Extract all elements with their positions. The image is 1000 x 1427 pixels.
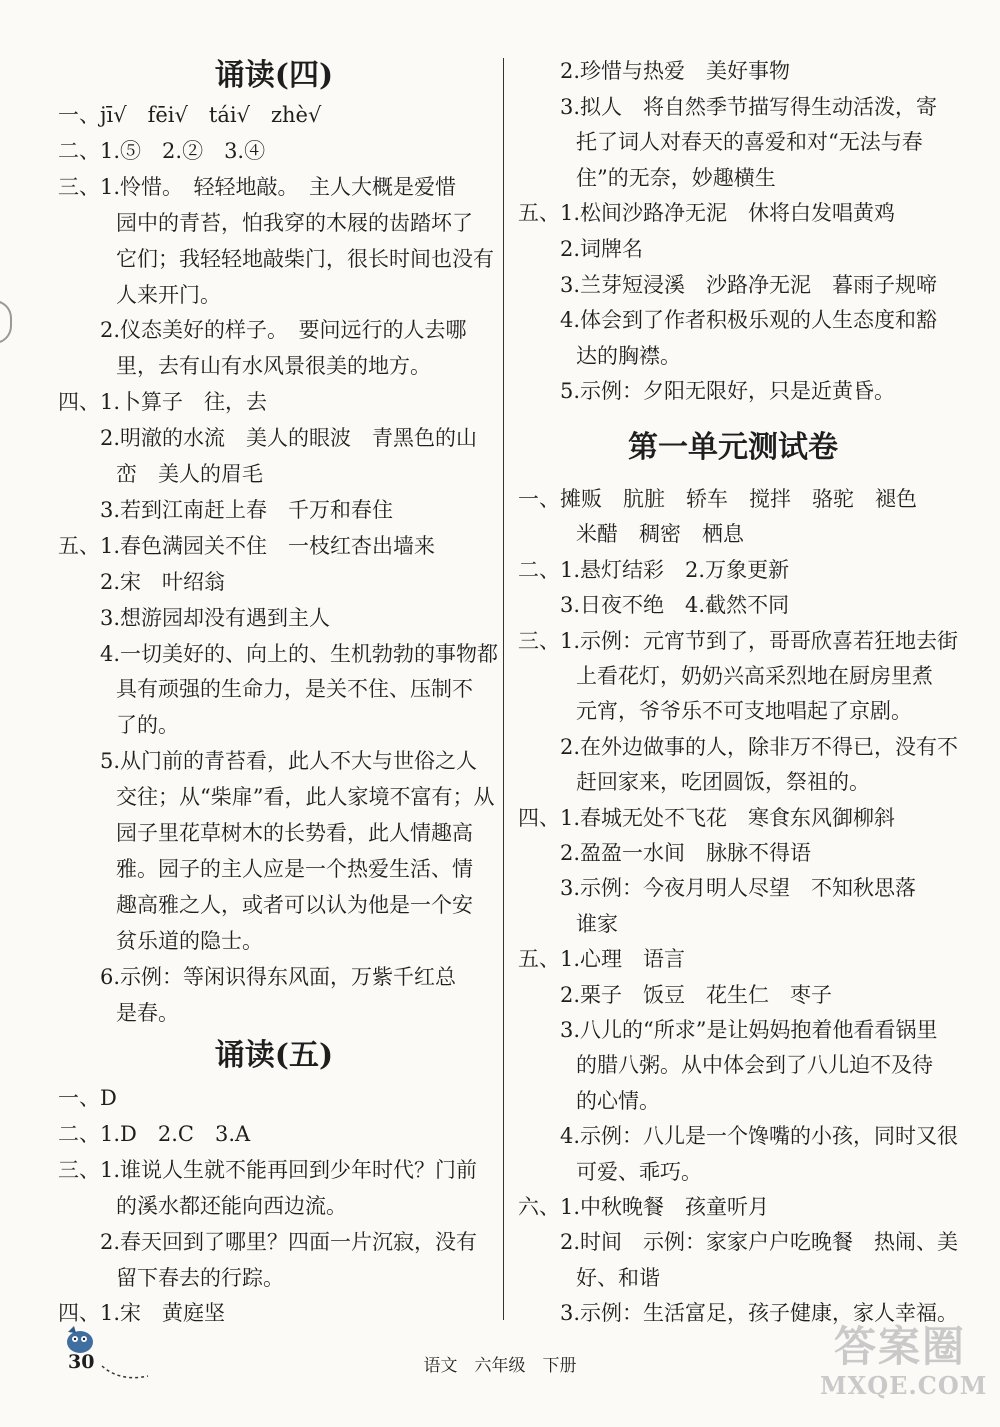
answer-line: 米醋 稠密 栖息	[576, 522, 744, 547]
answer-line: 四、1.宋 黄庭坚	[58, 1301, 226, 1326]
answer-line: 2.明澈的水流 美人的眼波 青黑色的山	[100, 426, 478, 451]
answer-line: 4.示例：八儿是一个馋嘴的小孩，同时又很	[560, 1124, 959, 1149]
watermark-logo-text: 答案圈	[833, 1322, 966, 1371]
page-number: 30	[68, 1351, 95, 1373]
answer-line: 五、1.春色满园关不住 一枝红杏出墙来	[58, 533, 436, 558]
answer-line: 3.日夜不绝 4.截然不同	[560, 593, 790, 618]
answer-line: 赶回家来，吃团圆饭，祭祖的。	[576, 770, 870, 795]
answer-line: 2.盈盈一水间 脉脉不得语	[560, 841, 812, 865]
answer-line: 园中的青苔，怕我穿的木屐的齿踏坏了	[116, 210, 473, 235]
answer-line: 一、jī√ fēi√ tái√ zhè√	[58, 103, 322, 127]
answer-line: 三、1.示例：元宵节到了，哥哥欣喜若狂地去街	[518, 628, 959, 653]
section-heading-recitation-5: 诵读(五)	[214, 1038, 334, 1073]
watermark	[820, 1322, 988, 1400]
answer-line: 2.栗子 饭豆 花生仁 枣子	[560, 982, 833, 1007]
answer-line: 的腊八粥。从中体会到了八儿迫不及待	[576, 1053, 933, 1078]
answer-line: 具有顽强的生命力，是关不住、压制不	[116, 677, 473, 702]
binding-edge-mark	[0, 300, 12, 344]
answer-line: 5.示例：夕阳无限好，只是近黄昏。	[560, 379, 896, 404]
answer-line: 贫乐道的隐士。	[116, 928, 263, 953]
answer-line: 住”的无奈，妙趣横生	[576, 165, 776, 190]
answer-line: 2.春天回到了哪里？四面一片沉寂，没有	[100, 1229, 478, 1254]
answer-line: 五、1.松间沙路净无泥 休将白发唱黄鸡	[518, 201, 896, 226]
answer-line: 是春。	[116, 1000, 179, 1025]
answer-line: 的溪水都还能向西边流。	[116, 1193, 347, 1218]
answer-line: 园子里花草树木的长势看，此人情趣高	[116, 821, 473, 845]
answer-line: 三、1.谁说人生就不能再回到少年时代？门前	[58, 1157, 478, 1182]
answer-line: 2.时间 示例：家家户户吃晚餐 热闹、美	[560, 1230, 959, 1255]
answer-line: 可爱、乖巧。	[576, 1159, 702, 1184]
answer-line: 人来开门。	[116, 282, 221, 307]
answer-line: 5.从门前的青苔看，此人不大与世俗之人	[100, 749, 478, 774]
answer-line: 六、1.中秋晚餐 孩童听月	[518, 1195, 770, 1219]
answer-line: 3.示例：今夜月明人尽望 不知秋思落	[560, 876, 917, 901]
answer-line: 里，去有山有水风景很美的地方。	[116, 354, 431, 379]
answer-line: 4.一切美好的、向上的、生机勃勃的事物都	[100, 641, 499, 666]
answer-line: 3.示例：生活富足，孩子健康，家人幸福。	[560, 1301, 959, 1326]
answer-line: 峦 美人的眉毛	[116, 462, 263, 486]
answer-line: 四、1.春城无处不飞花 寒食东风御柳斜	[518, 805, 896, 830]
answer-line: 一、D	[58, 1086, 117, 1110]
watermark-url: MXQE.COM	[820, 1371, 988, 1400]
answer-line: 谁家	[576, 911, 618, 936]
answer-line: 三、1.怜惜。 轻轻地敲。 主人大概是爱惜	[58, 174, 457, 199]
answer-line: 一、摊贩 肮脏 轿车 搅拌 骆驼 褪色	[518, 487, 917, 511]
answer-line: 2.在外边做事的人，除非万不得已，没有不	[560, 734, 959, 759]
answer-line: 五、1.心理 语言	[518, 947, 686, 972]
answer-line: 雅。园子的主人应是一个热爱生活、情	[116, 856, 473, 881]
answer-line: 二、1.D 2.C 3.A	[58, 1121, 251, 1146]
answer-line: 元宵，爷爷乐不可支地唱起了京剧。	[576, 699, 912, 724]
answer-line: 2.仪态美好的样子。 要问远行的人去哪	[100, 318, 467, 343]
answer-line: 四、1.卜算子 往，去	[58, 390, 268, 415]
answer-line: 3.拟人 将自然季节描写得生动活泼，寄	[560, 94, 938, 119]
answer-line: 3.兰芽短浸溪 沙路净无泥 暮雨子规啼	[560, 272, 938, 297]
answer-line: 达的胸襟。	[576, 343, 681, 368]
answer-line: 二、1.⑤ 2.② 3.④	[58, 138, 266, 163]
answer-line: 2.词牌名	[560, 237, 644, 261]
footer-subject-label: 语文 六年级 下册	[423, 1356, 577, 1376]
answer-line: 二、1.悬灯结彩 2.万象更新	[518, 557, 790, 582]
answer-line: 交往；从“柴扉”看，此人家境不富有；从	[116, 785, 495, 810]
answer-line: 上看花灯，奶奶兴高采烈地在厨房里煮	[576, 664, 933, 688]
column-divider	[503, 58, 504, 1320]
answer-line: 趣高雅之人，或者可以认为他是一个安	[116, 892, 473, 917]
answer-line: 留下春去的行踪。	[116, 1265, 284, 1290]
answer-line: 4.体会到了作者积极乐观的人生态度和豁	[560, 308, 938, 333]
answer-line: 3.若到江南赶上春 千万和春住	[100, 497, 394, 522]
answer-line: 2.珍惜与热爱 美好事物	[560, 59, 791, 83]
section-heading-unit-1-test: 第一单元测试卷	[628, 430, 838, 465]
answer-line: 3.想游园却没有遇到主人	[100, 605, 331, 630]
answer-line: 好、和谐	[576, 1265, 660, 1290]
answer-line: 了的。	[116, 713, 179, 738]
answer-line: 3.八儿的“所求”是让妈妈抱着他看看锅里	[560, 1018, 938, 1042]
answer-line: 它们；我轻轻地敲柴门，很长时间也没有	[116, 246, 494, 271]
answer-line: 6.示例：等闲识得东风面，万紫千红总	[100, 964, 457, 989]
answer-line: 托了词人对春天的喜爱和对“无法与春	[576, 130, 923, 155]
answer-line: 2.宋 叶绍翁	[100, 569, 226, 594]
section-heading-recitation-4: 诵读(四)	[214, 58, 334, 93]
answer-line: 的心情。	[576, 1088, 660, 1113]
